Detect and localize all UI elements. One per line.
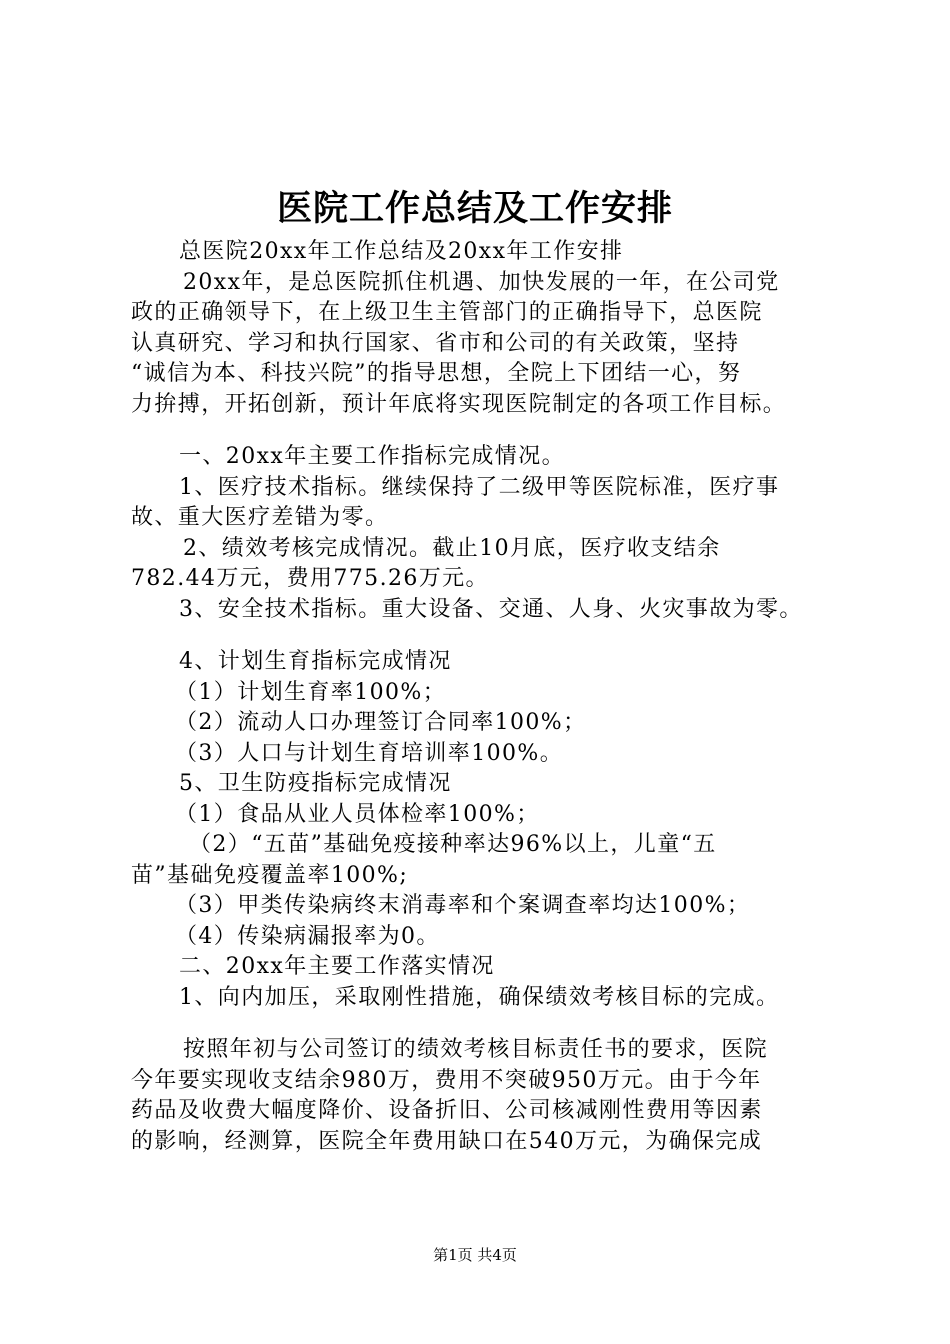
paragraph-line: 药品及收费大幅度降价、设备折旧、公司核减刚性费用等因素 [131, 1098, 763, 1123]
paragraph-line: 3、安全技术指标。重大设备、交通、人身、火灾事故为零。 [179, 596, 803, 622]
list-item: （2）“五苗”基础免疫接种率达96%以上，儿童“五 [189, 832, 717, 857]
paragraph-line: 认真研究、学习和执行国家、省市和公司的有关政策，坚持 [131, 330, 740, 356]
paragraph-line: 故、重大医疗差错为零。 [131, 505, 389, 530]
paragraph-line: 1、医疗技术指标。继续保持了二级甲等医院标准，医疗事 [179, 474, 780, 500]
subtitle-line: 总医院20xx年工作总结及20xx年工作安排 [179, 239, 624, 264]
paragraph-line: 20xx年，是总医院抓住机遇、加快发展的一年，在公司党 [183, 269, 780, 295]
subsection-heading: 1、向内加压，采取刚性措施，确保绩效考核目标的完成。 [179, 984, 780, 1010]
paragraph-gap [131, 625, 831, 647]
list-item: （1）计划生育率100%； [175, 679, 447, 705]
paragraph-line: 力拚搏，开拓创新，预计年底将实现医院制定的各项工作目标。 [131, 391, 787, 417]
list-item: （3）人口与计划生育培训率100%。 [175, 740, 564, 766]
list-item: （1）食品从业人员体检率100%； [175, 801, 540, 827]
subsection-heading: 4、计划生育指标完成情况 [179, 649, 452, 674]
list-item-continuation: 苗”基础免疫覆盖率100%; [131, 862, 409, 888]
list-item: （2）流动人口办理签订合同率100%； [175, 710, 587, 735]
document-title: 医院工作总结及工作安排 [276, 188, 673, 229]
paragraph-gap [131, 1013, 831, 1035]
paragraph-gap [131, 420, 831, 442]
page-footer: 第1页 共4页 [433, 1246, 517, 1264]
section-heading: 一、20xx年主要工作指标完成情况。 [179, 444, 566, 469]
paragraph-line: 今年要实现收支结余980万，费用不突破950万元。由于今年 [131, 1067, 762, 1093]
list-item: （3）甲类传染病终末消毒率和个案调查率均达100%； [175, 893, 751, 918]
paragraph-line: 按照年初与公司签订的绩效考核目标责任书的要求，医院 [183, 1037, 769, 1062]
paragraph-line: 政的正确领导下，在上级卫生主管部门的正确指导下，总医院 [131, 300, 763, 325]
paragraph-line: 2、绩效考核完成情况。截止10月底，医疗收支结余 [183, 535, 721, 561]
list-item: （4）传染病漏报率为0。 [175, 923, 440, 949]
paragraph-line: 782.44万元，费用775.26万元。 [131, 566, 489, 591]
document-body [131, 237, 831, 1157]
paragraph-line: “诚信为本、科技兴院”的指导思想，全院上下团结一心，努 [131, 361, 742, 386]
section-heading: 二、20xx年主要工作落实情况 [179, 954, 495, 979]
paragraph-line: 的影响，经测算，医院全年费用缺口在540万元，为确保完成 [131, 1128, 763, 1154]
subsection-heading: 5、卫生防疫指标完成情况 [179, 771, 452, 796]
